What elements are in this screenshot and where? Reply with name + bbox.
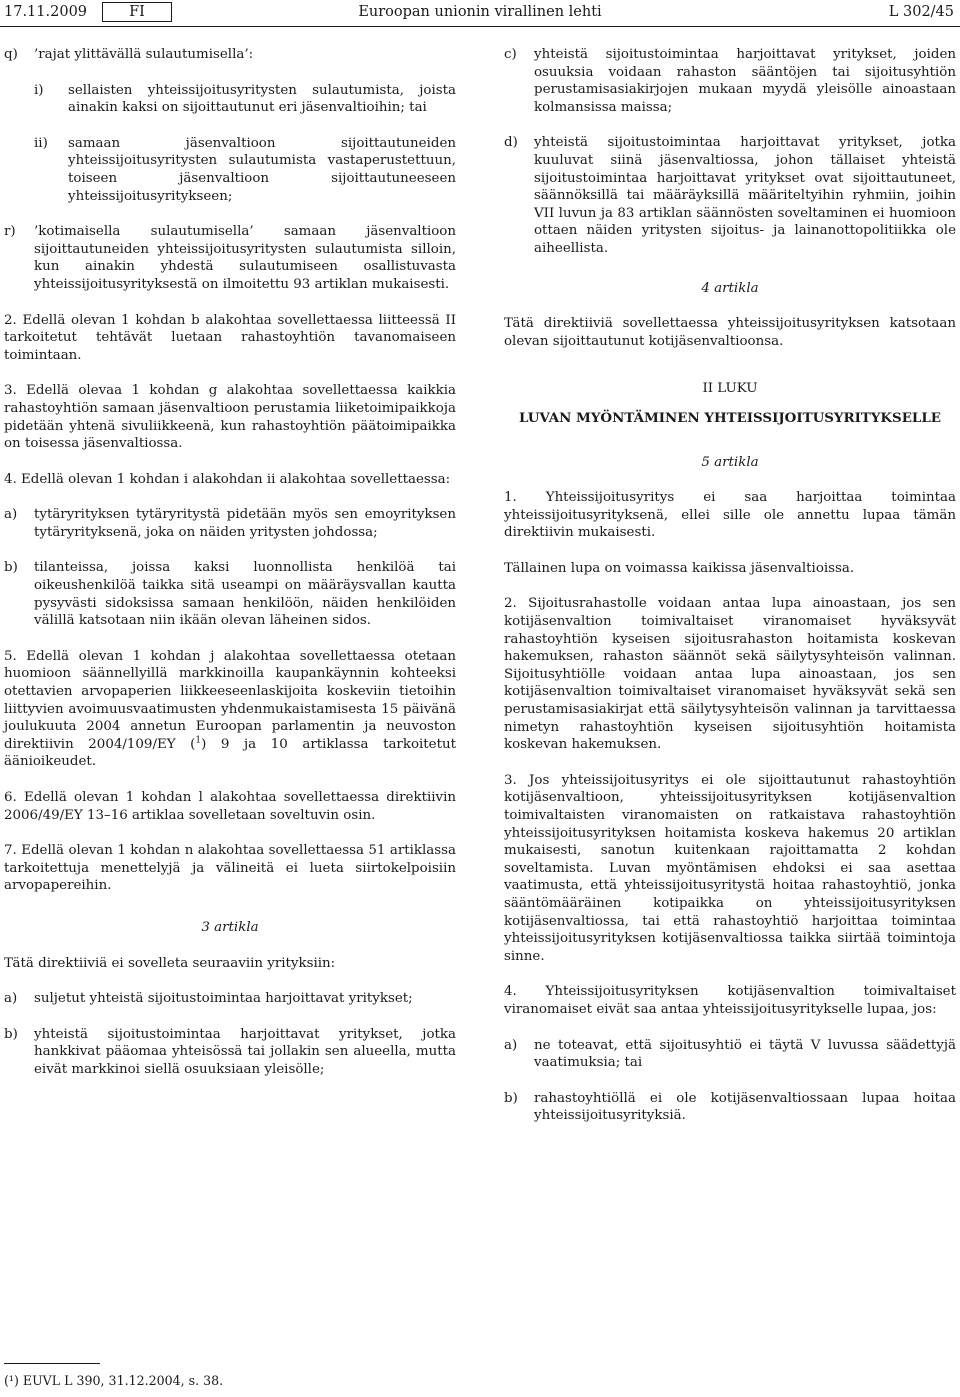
header-date: 17.11.2009 [4,4,88,20]
item-marker: a) [504,1037,518,1053]
paragraph-5-text: 5. Edellä olevan 1 kohdan j alakohtaa sovellettaessa otetaan huomioon säännellyillä markkinoilla kaupankäynnin kohteeksi otettavien arvopaperien liikkeeseenlaskijoita koskeviin tietoihin liittyvien avoimuusvaatimusten yhdenmukaistamisesta 15 päivänä joulukuuta 2004 annetun Euroopan parlamentin ja neuvoston direktiivin 2004/109/EY ( [4,648,456,752]
item-marker: b) [504,1090,518,1106]
paragraph-4-b [4,559,456,629]
item-marker: c) [504,47,517,62]
footnote-divider [4,1363,100,1364]
article-5-paragraph-3: 3. Jos yhteissijoitusyritys ei ole sijoittautunut rahastoyhtiön kotijäsenvaltioon, yhteissijoitusyrityksen kotijäsenvaltion toimivaltaisten viranomaisten on ratkaistava rahastoyhtiön yhteissijoitusyrityksen hoitamista koskeva hakemus 20 artiklan mukaisesti, sanotun kuitenkaan rajoittamatta 2 kohdan soveltamista. Luvan myöntämisen ehdoksi ei saa asettaa vaatimusta, että yhteissijoitusyritystä hoitaa rahastoyhtiö, jonka sääntömääräinen kotipaikka on yhteissijoitusyrityksen kotijäsenvaltiossa, tai että rahastoyhtiö harjoittaa toimintaa yhteissijoitusyrityksen kotijäsenvaltiossa taikka siirtää toimintoja sinne. [504,772,956,964]
paragraph-3: 3. Edellä olevaa 1 kohdan g alakohtaa sovellettaessa kaikkia rahastoyhtiön samaan jäsenvaltioon perustamia liiketoimipaikkoja pidetään yhtenä sivuliikkeenä, kun rahastoyhtiön päätoimipaikka on toisessa jäsenvaltiossa. [4,383,456,452]
article-4-heading: 4 artikla [701,280,759,296]
header-page-number: L 302/45 [888,4,954,20]
item-marker: i) [34,82,44,98]
paragraph-7: 7. Edellä olevan 1 kohdan n alakohtaa sovellettaessa 51 artiklassa tarkoitettuja menettelyjä ja välineitä ei lueta siirtokelpoisiin arvopapereihin. [4,843,456,894]
article-3-c [504,46,956,116]
article-5-paragraph-2: 2. Sijoitusrahastolle voidaan antaa lupa ainoastaan, jos sen kotijäsenvaltion toimivaltaiset viranomaiset hyväksyvät rahastoyhtiön kyseisen sijoitusrahaston hoitamista koskevan hakemuksen, rahaston säännöt sekä säilytysyhteisön valinnan. Sijoitusyhtiölle voidaan antaa lupa ainoastaan, jos sen kotijäsenvaltion toimivaltaiset viranomaiset hyväksyvät sekä sen perustamisasiakirjat että säilytysyhteisön valinnan ja tarvittaessa nimetyn rahastoyhtiön kyseisen sijoitusyhtiön hoitamista koskevan hakemuksen. [504,596,956,753]
footnote-reference[interactable]: 1 [195,735,202,746]
right-column [504,46,956,1143]
article-3-d [504,134,956,257]
paragraph-4: 4. Edellä olevan 1 kohdan i alakohdan ii alakohtaa sovellettaessa: [4,471,451,487]
definition-q [4,46,456,64]
item-text: yhteistä sijoitustoimintaa harjoittavat yritykset, jotka kuuluvat siinä jäsenvaltiossa, johon tällaiset yhteistä sijoitustoimintaa harjoittavat yritykset ovat sijoittautuneet, säännöksillä tai määräyksillä määriteltyihin ryhmiin, joihin VII luvun ja 83 artiklan säännösten soveltaminen ei huomioon ottaen näiden yritysten sijoitus- ja lainanottopolitiikka ole aiheellista. [534,135,956,256]
item-text: rahastoyhtiöllä ei ole kotijäsenvaltiossaan lupaa hoitaa yhteissijoitusyrityksiä. [534,1090,956,1124]
article-5-heading: 5 artikla [701,454,759,470]
item-marker: r) [4,224,16,240]
header-language-box: FI [102,2,172,22]
item-text: sellaisten yhteissijoitusyritysten sulautumista, joista ainakin kaksi on sijoittautunut eri jäsenvaltioihin; tai [68,82,456,116]
article-5-paragraph-1: 1. Yhteissijoitusyritys ei saa harjoittaa toimintaa yhteissijoitusyrityksenä, ellei sille ole annettu lupaa tämän direktiivin mukaisesti. [504,490,956,541]
page-header [0,2,960,24]
item-marker: b) [4,1026,18,1042]
item-marker: a) [4,991,18,1007]
chapter-title: LUVAN MYÖNTÄMINEN YHTEISSIJOITUSYRITYKSELLE [519,409,941,426]
item-text: suljetut yhteistä sijoitustoimintaa harjoittavat yritykset; [34,991,413,1007]
item-marker: q) [4,47,18,62]
paragraph-5-text-end: ) 9 ja 10 artiklassa tarkoitetut äänioikeudet. [4,736,456,770]
item-text: tytäryrityksen tytäryritystä pidetään myös sen emoyrityksen tytäryrityksenä, joka on näiden yritysten johdossa; [34,507,456,540]
item-marker: d) [504,135,518,151]
footnote: (¹) EUVL L 390, 31.12.2004, s. 38. [4,1373,224,1388]
definition-q-i [34,82,456,117]
article-3-a [4,990,456,1008]
article-5-paragraph-1-b: Tällainen lupa on voimassa kaikissa jäsenvaltioissa. [504,560,855,576]
left-column [4,46,456,1097]
article-4-text: Tätä direktiiviä sovellettaessa yhteissijoitusyrityksen katsotaan olevan sijoittautunut kotijäsenvaltioonsa. [504,316,956,349]
item-marker: a) [4,507,18,523]
article-5-paragraph-4-b [504,1090,956,1125]
article-3-intro: Tätä direktiiviä ei sovelleta seuraaviin yrityksiin: [4,955,336,971]
paragraph-2: 2. Edellä olevan 1 kohdan b alakohtaa sovellettaessa liitteessä II tarkoitetut tehtävät luetaan rahastoyhtiön tavanomaiseen toimintaan. [4,312,456,363]
item-text: ’kotimaisella sulautumisella’ samaan jäsenvaltioon sijoittautuneiden yhteissijoitusyritysten sulautumista silloin, kun ainakin yhdestä sulautumiseen osallistuvasta yhteissijoitusyrityksestä on ilmoitettu 93 artiklan mukaisesti. [34,224,456,292]
chapter-number: II LUKU [702,381,758,397]
paragraph-5 [4,648,456,771]
paragraph-4-a [4,506,456,541]
paragraph-6: 6. Edellä olevan 1 kohdan l alakohtaa sovellettaessa direktiivin 2006/49/EY 13–16 artiklaa sovelletaan soveltuvin osin. [4,790,456,823]
header-journal-title: Euroopan unionin virallinen lehti [358,4,602,20]
header-divider [0,26,960,27]
item-text: ’rajat ylittävällä sulautumisella’: [34,47,254,62]
article-3-heading: 3 artikla [201,919,259,935]
definition-q-ii [34,135,456,205]
item-text: yhteistä sijoitustoimintaa harjoittavat yritykset, jotka hankkivat pääomaa yhteisössä tai jollakin sen alueella, mutta eivät markkinoi siellä osuuksiaan yleisölle; [34,1026,456,1077]
article-5-paragraph-4: 4. Yhteissijoitusyrityksen kotijäsenvaltion toimivaltaiset viranomaiset eivät saa antaa yhteissijoitusyritykselle lupaa, jos: [504,984,956,1017]
item-text: yhteistä sijoitustoimintaa harjoittavat yritykset, joiden osuuksia voidaan rahaston sääntöjen tai sijoitusyhtiön perustamisasiakirjojen mukaan myydä yleisölle ainoastaan kolmansissa maissa; [534,47,956,115]
item-marker: b) [4,560,18,576]
item-text: ne toteavat, että sijoitusyhtiö ei täytä V luvussa säädettyjä vaatimuksia; tai [534,1037,956,1071]
article-3-b [4,1026,456,1079]
item-text: tilanteissa, joissa kaksi luonnollista henkilöä tai oikeushenkilöä taikka sitä useampi on määräysvallan kautta pysyvästi sidoksissa samaan henkilöön, näiden henkilöiden välillä katsotaan niin ikään olevan läheinen sidos. [34,560,456,629]
article-5-paragraph-4-a [504,1037,956,1072]
item-marker: ii) [34,135,48,151]
item-text: samaan jäsenvaltioon sijoittautuneiden yhteissijoitusyritysten sulautumista vastaperustettuun, toiseen jäsenvaltioon sijoittautuneeseen yhteissijoitusyritykseen; [68,135,456,204]
definition-r [4,223,456,293]
